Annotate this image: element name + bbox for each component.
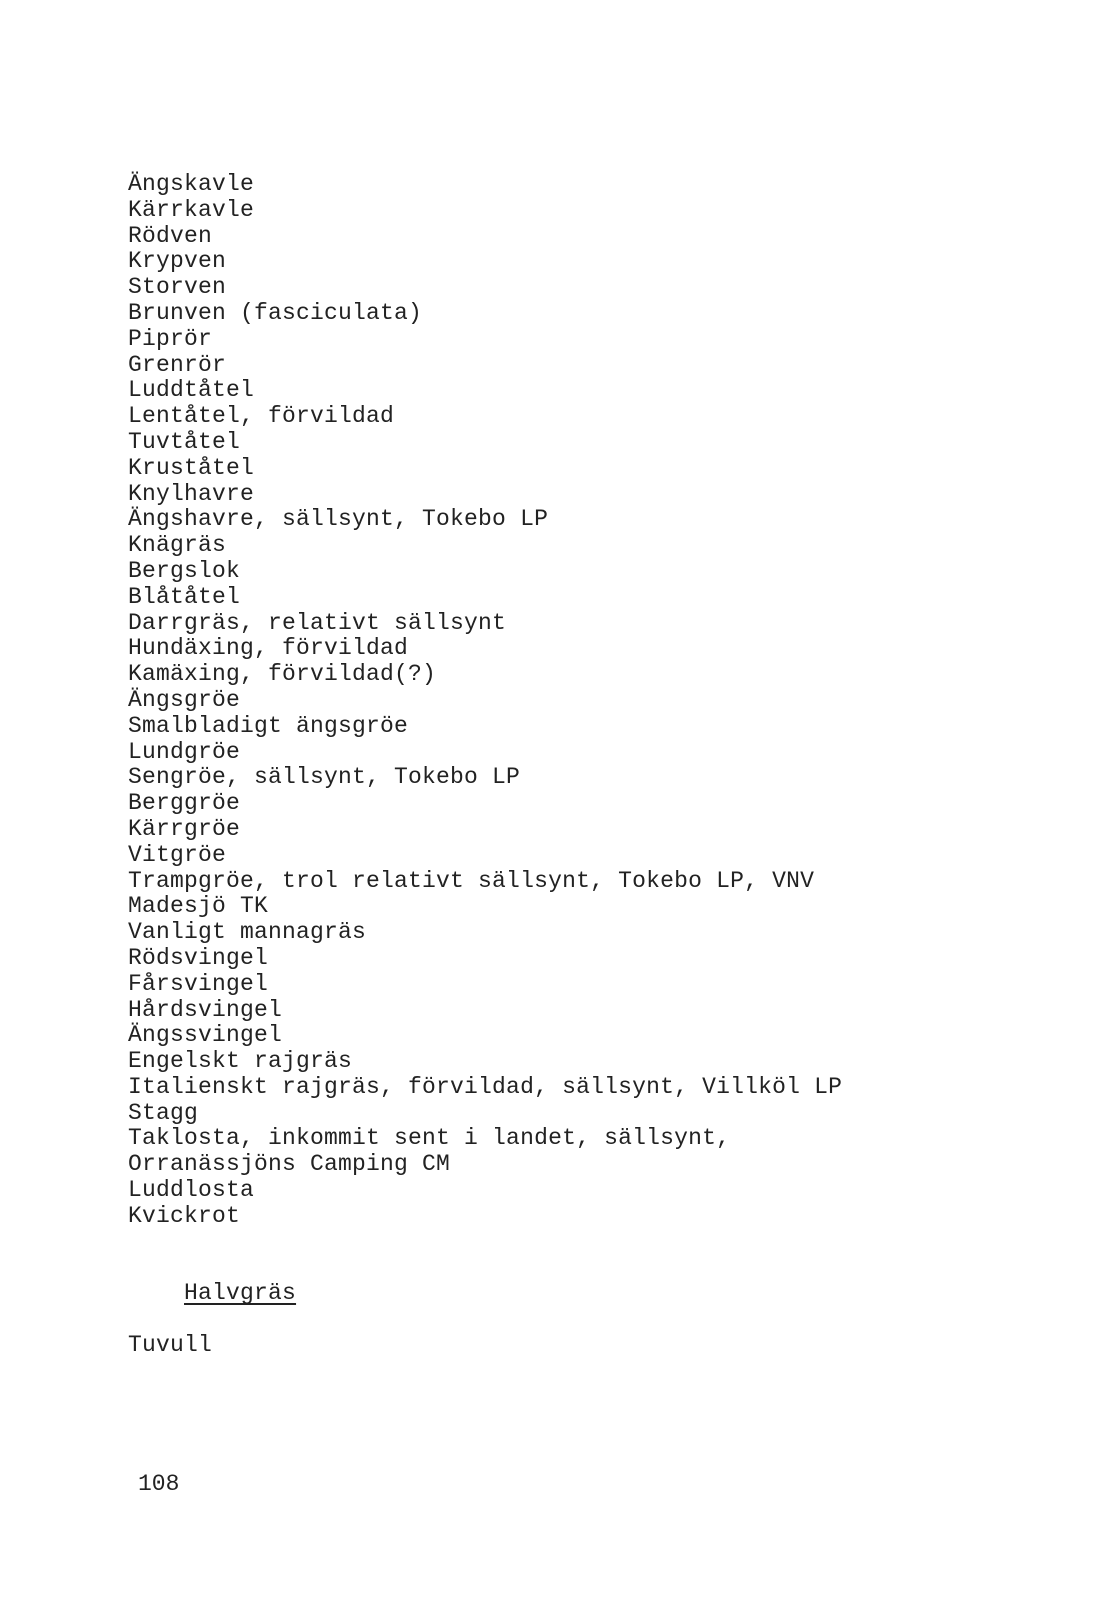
species-entry: Trampgröe, trol relativt sällsynt, Tokebo LP, VNV <box>128 867 815 894</box>
species-entry: Vitgröe <box>128 841 227 868</box>
species-entry: Hårdsvingel <box>128 996 283 1023</box>
species-entry: Tuvtåtel <box>128 428 241 455</box>
species-entry: Knylhavre <box>128 480 255 507</box>
species-entry: Blåtåtel <box>128 583 241 610</box>
page-number: 108 <box>138 1471 180 1497</box>
species-entry: Ängskavle <box>128 171 255 197</box>
species-entry: Rödsvingel <box>128 944 269 971</box>
species-entry: Berggröe <box>128 790 241 817</box>
species-entry: Kvickrot <box>128 1202 241 1229</box>
species-entry: Bergslok <box>128 557 241 584</box>
section-heading-line <box>128 1256 1088 1333</box>
species-entry: Rödven <box>128 222 213 249</box>
species-entry: Orranässjöns Camping CM <box>128 1151 451 1178</box>
section-items <box>128 1333 1088 1359</box>
species-entry: Darrgräs, relativt sällsynt <box>128 609 507 636</box>
species-entry: Engelskt rajgräs <box>128 1048 353 1075</box>
species-entry: Grenrör <box>128 351 227 378</box>
species-entry: Knägräs <box>128 532 227 559</box>
species-entry: Sengröe, sällsynt, Tokebo LP <box>128 764 521 791</box>
species-entry: Italienskt rajgräs, förvildad, sällsynt, Villköl LP <box>128 1073 843 1100</box>
species-entry: Ängssvingel <box>128 1022 283 1049</box>
section-heading: Halvgräs <box>184 1280 297 1307</box>
species-entry: Stagg <box>128 1099 199 1126</box>
section-gap <box>128 1230 1088 1256</box>
species-lines <box>128 172 1088 1230</box>
species-entry: Taklosta, inkommit sent i landet, sällsynt, <box>128 1125 731 1152</box>
species-entry: Kärrkavle <box>128 196 255 223</box>
species-entry: Lentåtel, förvildad <box>128 403 395 430</box>
species-entry: Lundgröe <box>128 738 241 765</box>
species-list <box>128 172 1088 1359</box>
species-entry: Brunven (fasciculata) <box>128 299 423 326</box>
species-entry: Ängshavre, sällsynt, Tokebo LP <box>128 506 549 533</box>
species-entry: Kärrgröe <box>128 815 241 842</box>
species-entry: Storven <box>128 274 227 301</box>
species-entry: Kruståtel <box>128 454 255 481</box>
species-entry: Ängsgröe <box>128 686 241 713</box>
species-entry: Krypven <box>128 248 227 275</box>
species-entry: Piprör <box>128 325 213 352</box>
species-entry: Kamäxing, förvildad(?) <box>128 661 437 688</box>
species-entry: Fårsvingel <box>128 970 269 997</box>
species-entry: Smalbladigt ängsgröe <box>128 712 409 739</box>
species-entry: Luddtåtel <box>128 377 255 404</box>
species-entry: Madesjö TK <box>128 893 269 920</box>
section-entry: Tuvull <box>128 1332 213 1359</box>
species-entry: Vanligt mannagräs <box>128 919 367 946</box>
species-entry: Hundäxing, förvildad <box>128 635 409 662</box>
species-entry: Luddlosta <box>128 1177 255 1204</box>
